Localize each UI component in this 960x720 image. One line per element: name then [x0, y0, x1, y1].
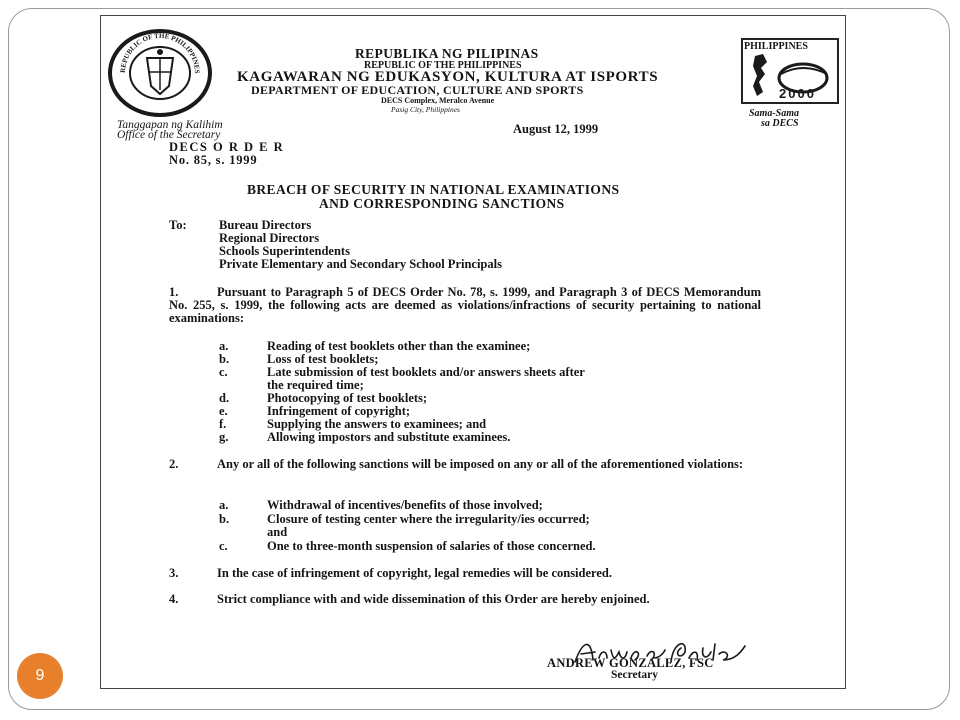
list-item: a. Withdrawal of incentives/benefits of those involved;: [219, 498, 543, 512]
order-title-line-2: AND CORRESPONDING SANCTIONS: [319, 196, 565, 211]
paragraph-number: 2.: [169, 457, 179, 471]
logo-year: 2000: [779, 86, 816, 100]
signatory-title: Secretary: [611, 669, 659, 681]
recipient: Schools Superintendents: [219, 244, 350, 258]
letterhead-line-2: REPUBLIC OF THE PHILIPPINES: [364, 60, 522, 71]
paragraph-text: In the case of infringement of copyright, legal remedies will be considered.: [217, 566, 612, 580]
signatory-name: ANDREW GONZALEZ, FSC: [547, 656, 714, 670]
paragraph-text: Strict compliance with and wide dissemination of this Order are hereby enjoined.: [217, 592, 650, 606]
order-title-line-1: BREACH OF SECURITY IN NATIONAL EXAMINATIONS: [247, 182, 620, 197]
list-item: e. Infringement of copyright;: [219, 404, 411, 418]
order-date: August 12, 1999: [513, 122, 599, 136]
paragraph-4: [169, 593, 761, 606]
list-item: f. Supplying the answers to examinees; and: [219, 417, 487, 431]
order-label: DECS O R D E R: [169, 140, 285, 154]
page-number-badge: [17, 653, 63, 699]
letterhead-city: Pasig City, Philippines: [391, 105, 460, 114]
letterhead-line-3: KAGAWARAN NG EDUKASYON, KULTURA AT ISPORTS: [237, 69, 659, 85]
department-seal-icon: [107, 28, 213, 118]
list-item: b. Closure of testing center where the irregularity/ies occurred;: [219, 512, 590, 526]
slogan-line-2: sa DECS: [761, 118, 799, 129]
paragraph-number: 4.: [169, 592, 179, 606]
list-item: b. Loss of test booklets;: [219, 352, 379, 366]
paragraph-2: [169, 458, 761, 471]
seal-text: REPUBLIC OF THE PHILIPPINES: [118, 31, 202, 74]
paragraph-text: Pursuant to Paragraph 5 of DECS Order No. 78, s. 1999, and Paragraph 3 of DECS Memorandum No. 255, s. 1999, the following acts are deemed as violations/infractions of security pertaining to national examinations:: [169, 285, 761, 325]
list-item: a. Reading of test booklets other than the examinee;: [219, 339, 531, 353]
letterhead-line-4: DEPARTMENT OF EDUCATION, CULTURE AND SPORTS: [251, 83, 584, 97]
slogan-line-1: Sama-Sama: [749, 108, 800, 119]
order-number: No. 85, s. 1999: [169, 153, 258, 167]
list-item: c. Late submission of test booklets and/or answers sheets after: [219, 365, 585, 379]
recipient: Bureau Directors: [219, 218, 312, 232]
map-icon: [749, 52, 833, 100]
paragraph-3: [169, 567, 761, 580]
to-label: To:: [169, 218, 187, 232]
letterhead-line-1: REPUBLIKA NG PILIPINAS: [355, 46, 539, 61]
list-item: the required time;: [267, 378, 364, 392]
list-item: and: [267, 525, 288, 539]
paragraph-text: Any or all of the following sanctions will be imposed on any or all of the aforementioned violations:: [217, 457, 744, 471]
paragraph-1: [169, 286, 761, 325]
office-line-2: Office of the Secretary: [117, 129, 221, 141]
paragraph-number: 3.: [169, 566, 179, 580]
logo-text: PHILIPPINES: [744, 41, 808, 52]
list-item: c. One to three-month suspension of salaries of those concerned.: [219, 539, 596, 553]
letterhead-address: DECS Complex, Meralco Avenue: [381, 96, 495, 105]
list-item: g. Allowing impostors and substitute examinees.: [219, 430, 511, 444]
office-line-1: Tanggapan ng Kalihim: [117, 119, 223, 131]
recipient: Private Elementary and Secondary School Principals: [219, 257, 502, 271]
paragraph-number: 1.: [169, 285, 179, 299]
list-item: d. Photocopying of test booklets;: [219, 391, 428, 405]
scanned-document: [100, 15, 846, 689]
recipient: Regional Directors: [219, 231, 320, 245]
page-number: 9: [35, 667, 45, 684]
